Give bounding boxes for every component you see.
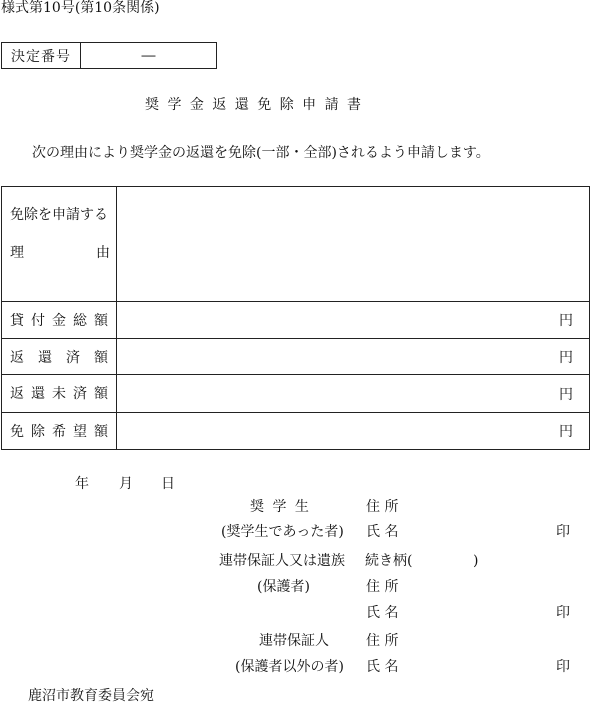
label-char: 額 (94, 423, 108, 440)
relationship-label: 続き柄( (365, 553, 413, 569)
reason-label-line1: 免除を申請する (10, 207, 108, 223)
label-char: 額 (94, 385, 108, 402)
total-loan-amount-label (2, 301, 116, 338)
decision-number-label: 決定番号 (2, 43, 81, 68)
joint-guarantor-name-label: 氏 名 (366, 659, 399, 675)
label-char: 返 (10, 385, 24, 402)
yen-unit: 円 (559, 312, 573, 329)
label-char: 済 (73, 385, 87, 402)
yen-unit: 円 (559, 423, 573, 440)
repaid-amount-field[interactable] (117, 338, 589, 374)
guardian-address-label: 住 所 (366, 579, 399, 595)
unpaid-amount-label (2, 374, 116, 411)
exemption-requested-amount-field[interactable] (117, 412, 589, 449)
label-char: 額 (94, 349, 108, 366)
guardian-seal: 印 (556, 605, 570, 621)
label-char: 済 (66, 349, 80, 366)
label-char: 還 (38, 349, 52, 366)
intro-text: 次の理由により奨学金の返還を免除(一部・全部)されるよう申請します。 (32, 145, 490, 161)
unpaid-amount-field[interactable] (117, 374, 589, 412)
label-char: 望 (73, 423, 87, 440)
date-month: 月 (119, 476, 133, 492)
label-char: 金 (52, 312, 66, 329)
label-char: 未 (52, 385, 66, 402)
label-char: 除 (31, 423, 45, 440)
joint-guarantor-label: 連帯保証人 (259, 633, 329, 649)
reason-label-line2-a: 理 (10, 245, 24, 261)
decision-number-box (1, 42, 217, 69)
date-day: 日 (161, 476, 175, 492)
exemption-requested-amount-label (2, 412, 116, 449)
addressee: 鹿沼市教育委員会宛 (28, 688, 154, 704)
student-address-label: 住 所 (366, 499, 399, 515)
label-char: 返 (10, 349, 24, 366)
guardian-label: (保護者) (257, 579, 310, 595)
yen-unit: 円 (559, 386, 573, 403)
label-char: 希 (52, 423, 66, 440)
reason-field[interactable] (117, 187, 589, 301)
label-char: 額 (94, 312, 108, 329)
application-table (1, 186, 590, 450)
student-name-label: 氏 名 (366, 524, 399, 540)
joint-guarantor-address-label: 住 所 (366, 633, 399, 649)
label-char: 貸 (10, 312, 24, 329)
decision-number-value: ― (141, 47, 156, 64)
label-char: 付 (31, 312, 45, 329)
repaid-amount-label (2, 338, 116, 375)
non-guardian-label: (保護者以外の者) (235, 659, 344, 675)
label-char: 免 (10, 423, 24, 440)
joint-guarantor-seal: 印 (556, 659, 570, 675)
guardian-name-label: 氏 名 (366, 605, 399, 621)
former-student-label: (奨学生であった者) (221, 524, 344, 540)
yen-unit: 円 (559, 349, 573, 366)
student-label: 奨 学 生 (250, 499, 311, 515)
student-seal: 印 (556, 524, 570, 540)
total-loan-amount-field[interactable] (117, 301, 589, 338)
label-char: 還 (31, 385, 45, 402)
document-title: 奨 学 金 返 還 免 除 申 請 書 (145, 97, 364, 113)
form-number: 様式第10号(第10条関係) (1, 0, 160, 16)
date-year: 年 (75, 476, 89, 492)
guarantor-or-survivor-label: 連帯保証人又は遺族 (219, 553, 345, 569)
reason-label-line2-b: 由 (96, 245, 110, 261)
label-char: 総 (73, 312, 87, 329)
relationship-close: ) (473, 553, 479, 569)
